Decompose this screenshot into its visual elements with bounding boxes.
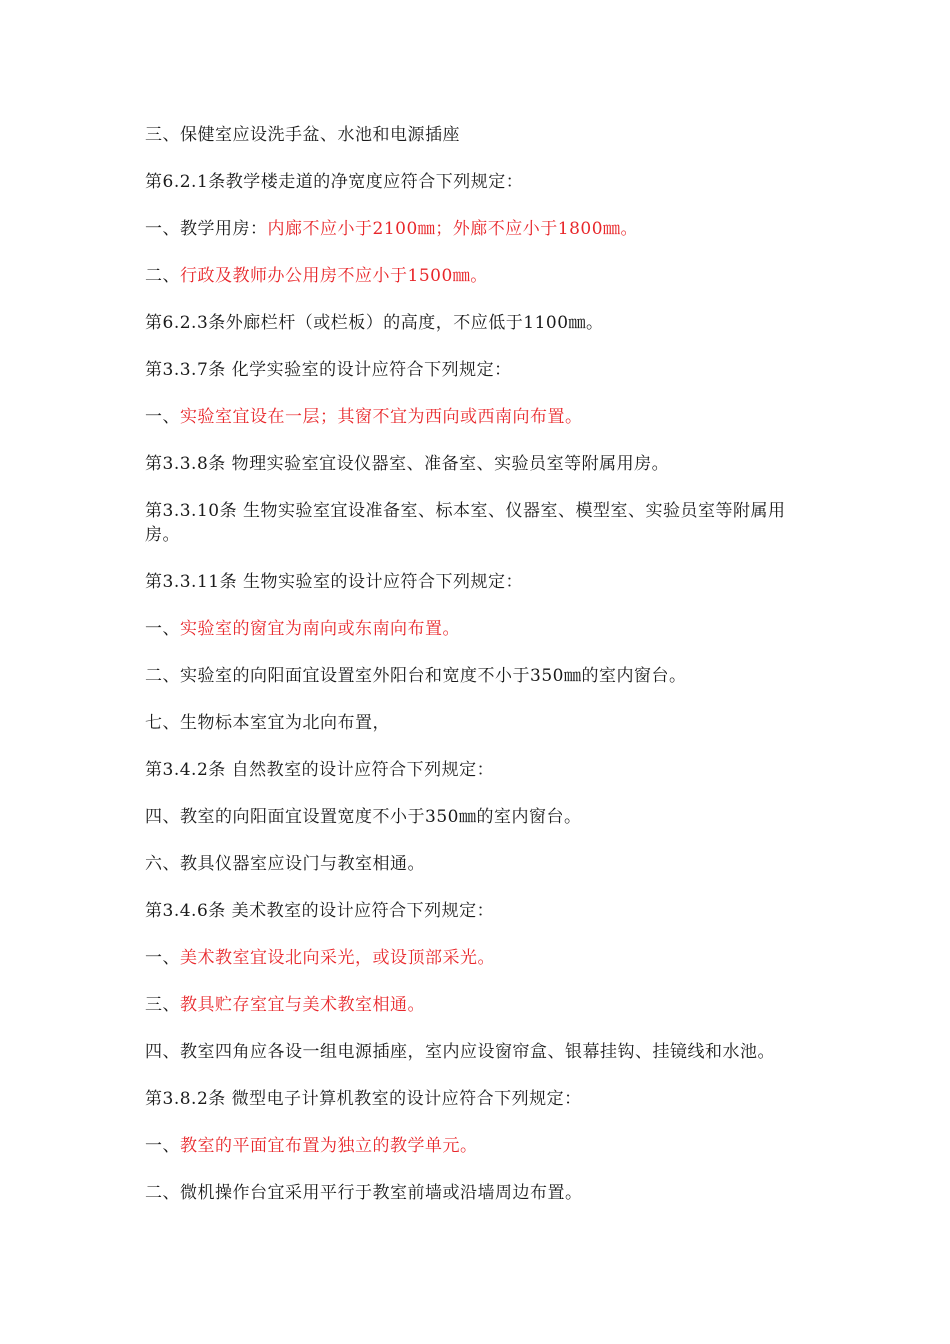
paragraph: [145, 1181, 813, 1205]
paragraph-text: 三、保健室应设洗手盆、水池和电源插座: [145, 125, 460, 145]
paragraph: [145, 264, 813, 288]
highlighted-text: 实验室宜设在一层；其窗不宜为西向或西南向布置。: [180, 407, 583, 427]
paragraph-text: 第3.3.7条 化学实验室的设计应符合下列规定：: [145, 360, 512, 380]
paragraph: [145, 217, 813, 241]
paragraph-prefix: 三、: [145, 995, 180, 1015]
paragraph-text: 第3.4.2条 自然教室的设计应符合下列规定：: [145, 760, 495, 780]
paragraph: [145, 664, 813, 688]
paragraph-text: 第3.4.6条 美术教室的设计应符合下列规定：: [145, 901, 495, 921]
highlighted-text: 实验室的窗宜为南向或东南向布置。: [180, 619, 460, 639]
paragraph: [145, 499, 813, 547]
paragraph: [145, 946, 813, 970]
paragraph: [145, 805, 813, 829]
paragraph: [145, 1040, 813, 1064]
highlighted-text: 教室的平面宜布置为独立的教学单元。: [180, 1136, 478, 1156]
highlighted-text: 美术教室宜设北向采光，或设顶部采光。: [180, 948, 495, 968]
paragraph-text: 七、生物标本室宜为北向布置，: [145, 713, 390, 733]
paragraph: [145, 1087, 813, 1111]
paragraph: [145, 570, 813, 594]
paragraph-prefix: 一、: [145, 948, 180, 968]
document-body: [145, 123, 813, 1228]
highlighted-text: 教具贮存室宜与美术教室相通。: [180, 995, 425, 1015]
paragraph-text: 第3.3.8条 物理实验室宜设仪器室、准备室、实验员室等附属用房。: [145, 454, 670, 474]
paragraph: [145, 852, 813, 876]
paragraph-prefix: 一、: [145, 407, 180, 427]
highlighted-text: 内廊不应小于2100㎜；外廊不应小于1800㎜。: [267, 219, 639, 239]
paragraph-text: 第6.2.1条教学楼走道的净宽度应符合下列规定：: [145, 172, 524, 192]
paragraph: [145, 170, 813, 194]
paragraph-text: 二、微机操作台宜采用平行于教室前墙或沿墙周边布置。: [145, 1183, 583, 1203]
paragraph: [145, 993, 813, 1017]
paragraph: [145, 1134, 813, 1158]
paragraph-text: 四、教室四角应各设一组电源插座，室内应设窗帘盒、银幕挂钩、挂镜线和水池。: [145, 1042, 775, 1062]
paragraph-prefix: 一、: [145, 619, 180, 639]
paragraph: [145, 311, 813, 335]
highlighted-text: 行政及教师办公用房不应小于1500㎜。: [180, 266, 488, 286]
paragraph-text: 二、实验室的向阳面宜设置室外阳台和宽度不小于350㎜的室内窗台。: [145, 666, 687, 686]
paragraph: [145, 617, 813, 641]
paragraph: [145, 405, 813, 429]
paragraph-prefix: 二、: [145, 266, 180, 286]
paragraph-text: 第3.3.10条 生物实验室宜设准备室、标本室、仪器室、模型室、实验员室等附属用房。: [145, 501, 786, 545]
paragraph: [145, 758, 813, 782]
paragraph-prefix: 一、教学用房：: [145, 219, 268, 239]
paragraph-text: 六、教具仪器室应设门与教室相通。: [145, 854, 425, 874]
paragraph: [145, 452, 813, 476]
paragraph: [145, 358, 813, 382]
paragraph-text: 第6.2.3条外廊栏杆（或栏板）的高度，不应低于1100㎜。: [145, 313, 604, 333]
paragraph-prefix: 一、: [145, 1136, 180, 1156]
paragraph: [145, 711, 813, 735]
paragraph-text: 第3.3.11条 生物实验室的设计应符合下列规定：: [145, 572, 523, 592]
paragraph: [145, 899, 813, 923]
paragraph: [145, 123, 813, 147]
paragraph-text: 四、教室的向阳面宜设置宽度不小于350㎜的室内窗台。: [145, 807, 582, 827]
paragraph-text: 第3.8.2条 微型电子计算机教室的设计应符合下列规定：: [145, 1089, 582, 1109]
